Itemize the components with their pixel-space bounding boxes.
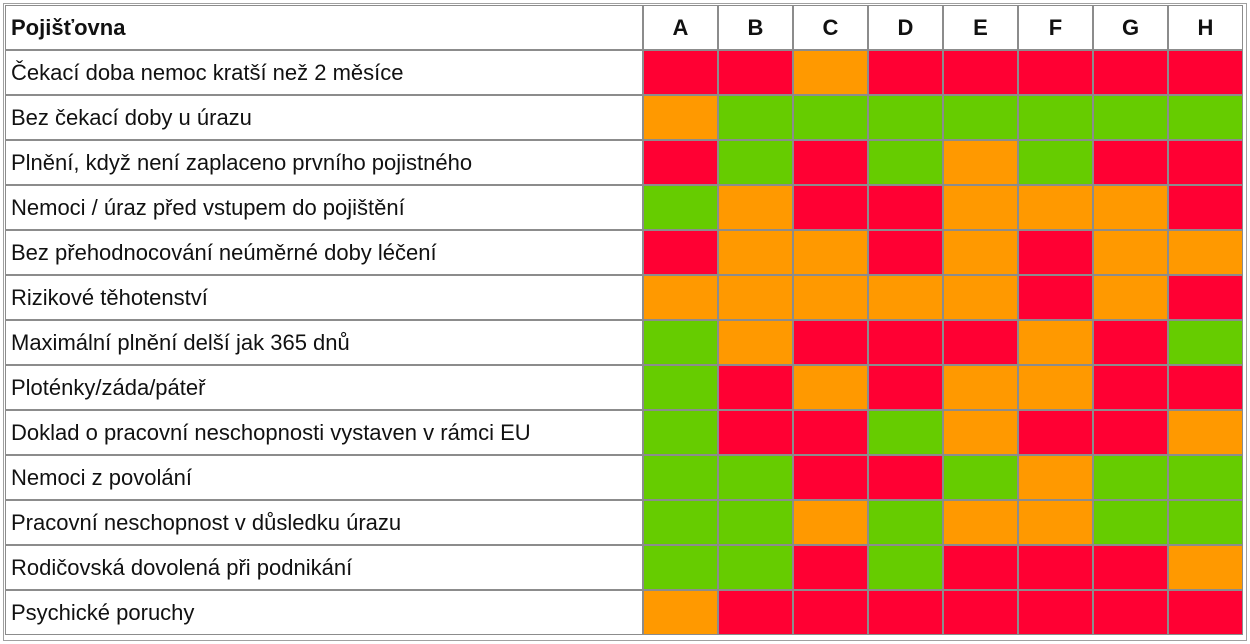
heatmap-cell-c-6 <box>793 275 868 320</box>
heatmap-cell-b-2 <box>718 95 793 140</box>
heatmap-cell-f-2 <box>1018 95 1093 140</box>
heatmap-cell-h-6 <box>1168 275 1243 320</box>
heatmap-cell-a-11 <box>643 500 718 545</box>
row-label: Maximální plnění delší jak 365 dnů <box>5 320 643 365</box>
heatmap-cell-b-11 <box>718 500 793 545</box>
heatmap-cell-g-8 <box>1093 365 1168 410</box>
heatmap-cell-h-7 <box>1168 320 1243 365</box>
row-label: Rodičovská dovolená při podnikání <box>5 545 643 590</box>
heatmap-cell-a-13 <box>643 590 718 635</box>
row-label: Rizikové těhotenství <box>5 275 643 320</box>
heatmap-cell-g-3 <box>1093 140 1168 185</box>
heatmap-cell-a-3 <box>643 140 718 185</box>
row-label: Bez přehodnocování neúměrné doby léčení <box>5 230 643 275</box>
heatmap-cell-c-11 <box>793 500 868 545</box>
column-header-a: A <box>643 5 718 50</box>
heatmap-cell-f-13 <box>1018 590 1093 635</box>
heatmap-cell-e-8 <box>943 365 1018 410</box>
heatmap-cell-e-4 <box>943 185 1018 230</box>
heatmap-cell-g-4 <box>1093 185 1168 230</box>
heatmap-cell-c-9 <box>793 410 868 455</box>
heatmap-cell-g-12 <box>1093 545 1168 590</box>
heatmap-cell-h-4 <box>1168 185 1243 230</box>
column-header-f: F <box>1018 5 1093 50</box>
heatmap-cell-b-1 <box>718 50 793 95</box>
heatmap-cell-d-8 <box>868 365 943 410</box>
heatmap-cell-f-12 <box>1018 545 1093 590</box>
heatmap-cell-g-13 <box>1093 590 1168 635</box>
heatmap-cell-f-11 <box>1018 500 1093 545</box>
heatmap-cell-a-4 <box>643 185 718 230</box>
heatmap-cell-f-8 <box>1018 365 1093 410</box>
column-header-e: E <box>943 5 1018 50</box>
heatmap-cell-h-5 <box>1168 230 1243 275</box>
row-label: Bez čekací doby u úrazu <box>5 95 643 140</box>
heatmap-cell-d-9 <box>868 410 943 455</box>
corner-label: Pojišťovna <box>5 5 643 50</box>
heatmap-cell-d-11 <box>868 500 943 545</box>
heatmap-cell-e-5 <box>943 230 1018 275</box>
heatmap-cell-h-2 <box>1168 95 1243 140</box>
heatmap-cell-c-12 <box>793 545 868 590</box>
heatmap-cell-e-10 <box>943 455 1018 500</box>
heatmap-cell-d-2 <box>868 95 943 140</box>
heatmap-cell-h-8 <box>1168 365 1243 410</box>
heatmap-cell-d-3 <box>868 140 943 185</box>
heatmap-cell-f-7 <box>1018 320 1093 365</box>
heatmap-cell-h-11 <box>1168 500 1243 545</box>
column-header-d: D <box>868 5 943 50</box>
heatmap-cell-b-3 <box>718 140 793 185</box>
heatmap-cell-f-5 <box>1018 230 1093 275</box>
heatmap-cell-b-4 <box>718 185 793 230</box>
heatmap-cell-d-1 <box>868 50 943 95</box>
coverage-heatmap-table <box>3 3 1247 641</box>
row-label: Ploténky/záda/páteř <box>5 365 643 410</box>
heatmap-cell-a-6 <box>643 275 718 320</box>
heatmap-cell-c-1 <box>793 50 868 95</box>
heatmap-cell-h-10 <box>1168 455 1243 500</box>
heatmap-cell-c-8 <box>793 365 868 410</box>
column-header-h: H <box>1168 5 1243 50</box>
heatmap-cell-e-9 <box>943 410 1018 455</box>
heatmap-cell-c-2 <box>793 95 868 140</box>
heatmap-cell-b-13 <box>718 590 793 635</box>
heatmap-cell-a-1 <box>643 50 718 95</box>
row-label: Doklad o pracovní neschopnosti vystaven v rámci EU <box>5 410 643 455</box>
heatmap-cell-g-11 <box>1093 500 1168 545</box>
heatmap-cell-a-8 <box>643 365 718 410</box>
heatmap-cell-a-9 <box>643 410 718 455</box>
heatmap-cell-h-12 <box>1168 545 1243 590</box>
row-label: Psychické poruchy <box>5 590 643 635</box>
heatmap-cell-d-4 <box>868 185 943 230</box>
heatmap-cell-a-12 <box>643 545 718 590</box>
heatmap-cell-g-7 <box>1093 320 1168 365</box>
heatmap-cell-f-4 <box>1018 185 1093 230</box>
heatmap-cell-e-6 <box>943 275 1018 320</box>
heatmap-cell-b-12 <box>718 545 793 590</box>
heatmap-cell-d-12 <box>868 545 943 590</box>
heatmap-cell-h-9 <box>1168 410 1243 455</box>
heatmap-cell-e-2 <box>943 95 1018 140</box>
heatmap-cell-c-4 <box>793 185 868 230</box>
heatmap-cell-e-12 <box>943 545 1018 590</box>
row-label: Pracovní neschopnost v důsledku úrazu <box>5 500 643 545</box>
heatmap-cell-a-7 <box>643 320 718 365</box>
heatmap-cell-d-10 <box>868 455 943 500</box>
heatmap-cell-g-9 <box>1093 410 1168 455</box>
heatmap-cell-c-13 <box>793 590 868 635</box>
heatmap-cell-g-1 <box>1093 50 1168 95</box>
row-label: Nemoci z povolání <box>5 455 643 500</box>
heatmap-cell-h-3 <box>1168 140 1243 185</box>
heatmap-cell-d-5 <box>868 230 943 275</box>
row-label: Čekací doba nemoc kratší než 2 měsíce <box>5 50 643 95</box>
heatmap-cell-c-7 <box>793 320 868 365</box>
heatmap-cell-f-1 <box>1018 50 1093 95</box>
column-header-g: G <box>1093 5 1168 50</box>
heatmap-cell-b-5 <box>718 230 793 275</box>
heatmap-cell-f-10 <box>1018 455 1093 500</box>
heatmap-cell-f-9 <box>1018 410 1093 455</box>
heatmap-cell-a-10 <box>643 455 718 500</box>
heatmap-cell-b-7 <box>718 320 793 365</box>
heatmap-cell-h-1 <box>1168 50 1243 95</box>
heatmap-cell-e-11 <box>943 500 1018 545</box>
heatmap-cell-d-7 <box>868 320 943 365</box>
heatmap-cell-f-3 <box>1018 140 1093 185</box>
column-header-b: B <box>718 5 793 50</box>
heatmap-cell-b-10 <box>718 455 793 500</box>
heatmap-cell-a-5 <box>643 230 718 275</box>
column-header-c: C <box>793 5 868 50</box>
heatmap-cell-e-3 <box>943 140 1018 185</box>
heatmap-cell-e-1 <box>943 50 1018 95</box>
heatmap-cell-e-13 <box>943 590 1018 635</box>
heatmap-cell-c-3 <box>793 140 868 185</box>
heatmap-cell-a-2 <box>643 95 718 140</box>
heatmap-cell-b-6 <box>718 275 793 320</box>
heatmap-cell-c-5 <box>793 230 868 275</box>
heatmap-cell-h-13 <box>1168 590 1243 635</box>
row-label: Plnění, když není zaplaceno prvního pojistného <box>5 140 643 185</box>
heatmap-cell-c-10 <box>793 455 868 500</box>
heatmap-cell-d-13 <box>868 590 943 635</box>
heatmap-cell-d-6 <box>868 275 943 320</box>
heatmap-cell-g-10 <box>1093 455 1168 500</box>
heatmap-cell-b-9 <box>718 410 793 455</box>
row-label: Nemoci / úraz před vstupem do pojištění <box>5 185 643 230</box>
heatmap-cell-g-2 <box>1093 95 1168 140</box>
heatmap-cell-g-5 <box>1093 230 1168 275</box>
heatmap-cell-g-6 <box>1093 275 1168 320</box>
heatmap-cell-e-7 <box>943 320 1018 365</box>
heatmap-cell-f-6 <box>1018 275 1093 320</box>
heatmap-cell-b-8 <box>718 365 793 410</box>
